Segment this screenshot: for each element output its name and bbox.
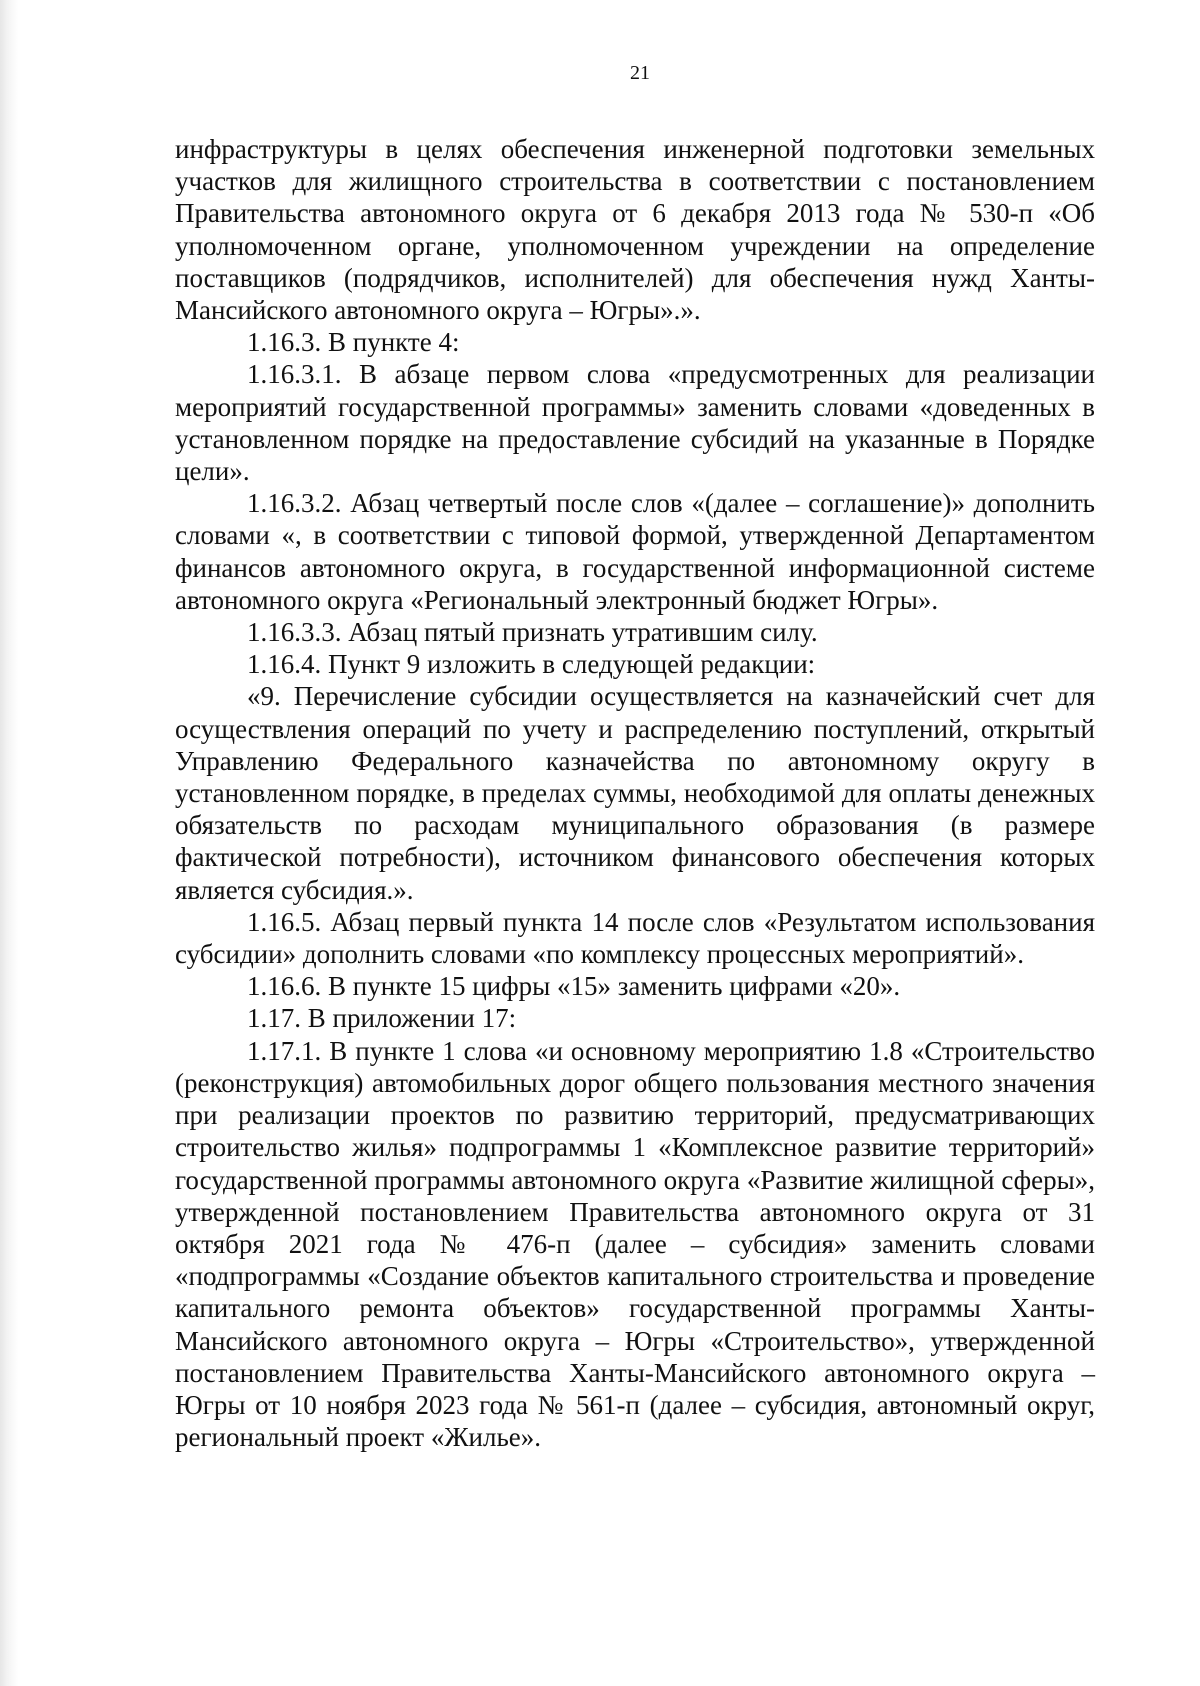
page-number: 21 [630, 62, 650, 84]
paragraph-9: 1.16.6. В пункте 15 цифры «15» заменить цифрами «20». [247, 971, 901, 1002]
scan-edge [0, 0, 18, 1686]
paragraph-10: 1.17. В приложении 17: [247, 1003, 517, 1034]
paragraph-8: 1.16.5. Абзац первый пункта 14 после слов «Результатом использования субсидии» дополнить словами «по комплексу процессных мероприятий». [175, 906, 1095, 970]
paragraph-3: 1.16.3.1. В абзаце первом слова «предусмотренных для реализации мероприятий государственной программы» заменить словами «доведенных в установленном порядке на предоставление субсидий на указанные в Порядке цели». [175, 359, 1095, 487]
document-body [175, 133, 1095, 1453]
paragraph-2: 1.16.3. В пункте 4: [247, 327, 460, 358]
paragraph-6: 1.16.4. Пункт 9 изложить в следующей редакции: [247, 649, 816, 680]
paragraph-5: 1.16.3.3. Абзац пятый признать утратившим силу. [247, 617, 818, 648]
paragraph-7: «9. Перечисление субсидии осуществляется на казначейский счет для осуществления операций по учету и распределению поступлений, открытый Управлению Федерального казначейства по автономному округу в установленном порядке, в пределах суммы, необходимой для оплаты денежных обязательств по расходам муниципального образования (в размере фактической потребности), источником финансового обеспечения которых является субсидия.». [175, 681, 1095, 905]
paragraph-11: 1.17.1. В пункте 1 слова «и основному мероприятию 1.8 «Строительство (реконструкция) автомобильных дорог общего пользования местного значения при реализации проектов по развитию территорий, предусматривающих строительство жилья» подпрограммы 1 «Комплексное развитие территорий» государственной программы автономного округа «Развитие жилищной сферы», утвержденной постановлением Правительства автономного округа от 31 октября 2021 года № 476-п (далее – субсидия» заменить словами «подпрограммы «Создание объектов капитального строительства и проведение капитального ремонта объектов» государственной программы Ханты-Мансийского автономного округа – Югры «Строительство», утвержденной постановлением Правительства Ханты-Мансийского автономного округа – Югры от 10 ноября 2023 года № 561-п (далее – субсидия, автономный округ, региональный проект «Жилье». [175, 1035, 1095, 1453]
paragraph-1: инфраструктуры в целях обеспечения инженерной подготовки земельных участков для жилищного строительства в соответствии с постановлением Правительства автономного округа от 6 декабря 2013 года № 530-п «Об уполномоченном органе, уполномоченном учреждении на определение поставщиков (подрядчиков, исполнителей) для обеспечения нужд Ханты-Мансийского автономного округа – Югры».». [175, 134, 1095, 326]
paragraph-4: 1.16.3.2. Абзац четвертый после слов «(далее – соглашение)» дополнить словами «, в соответствии с типовой формой, утвержденной Департаментом финансов автономного округа, в государственной информационной системе автономного округа «Региональный электронный бюджет Югры». [175, 488, 1095, 615]
